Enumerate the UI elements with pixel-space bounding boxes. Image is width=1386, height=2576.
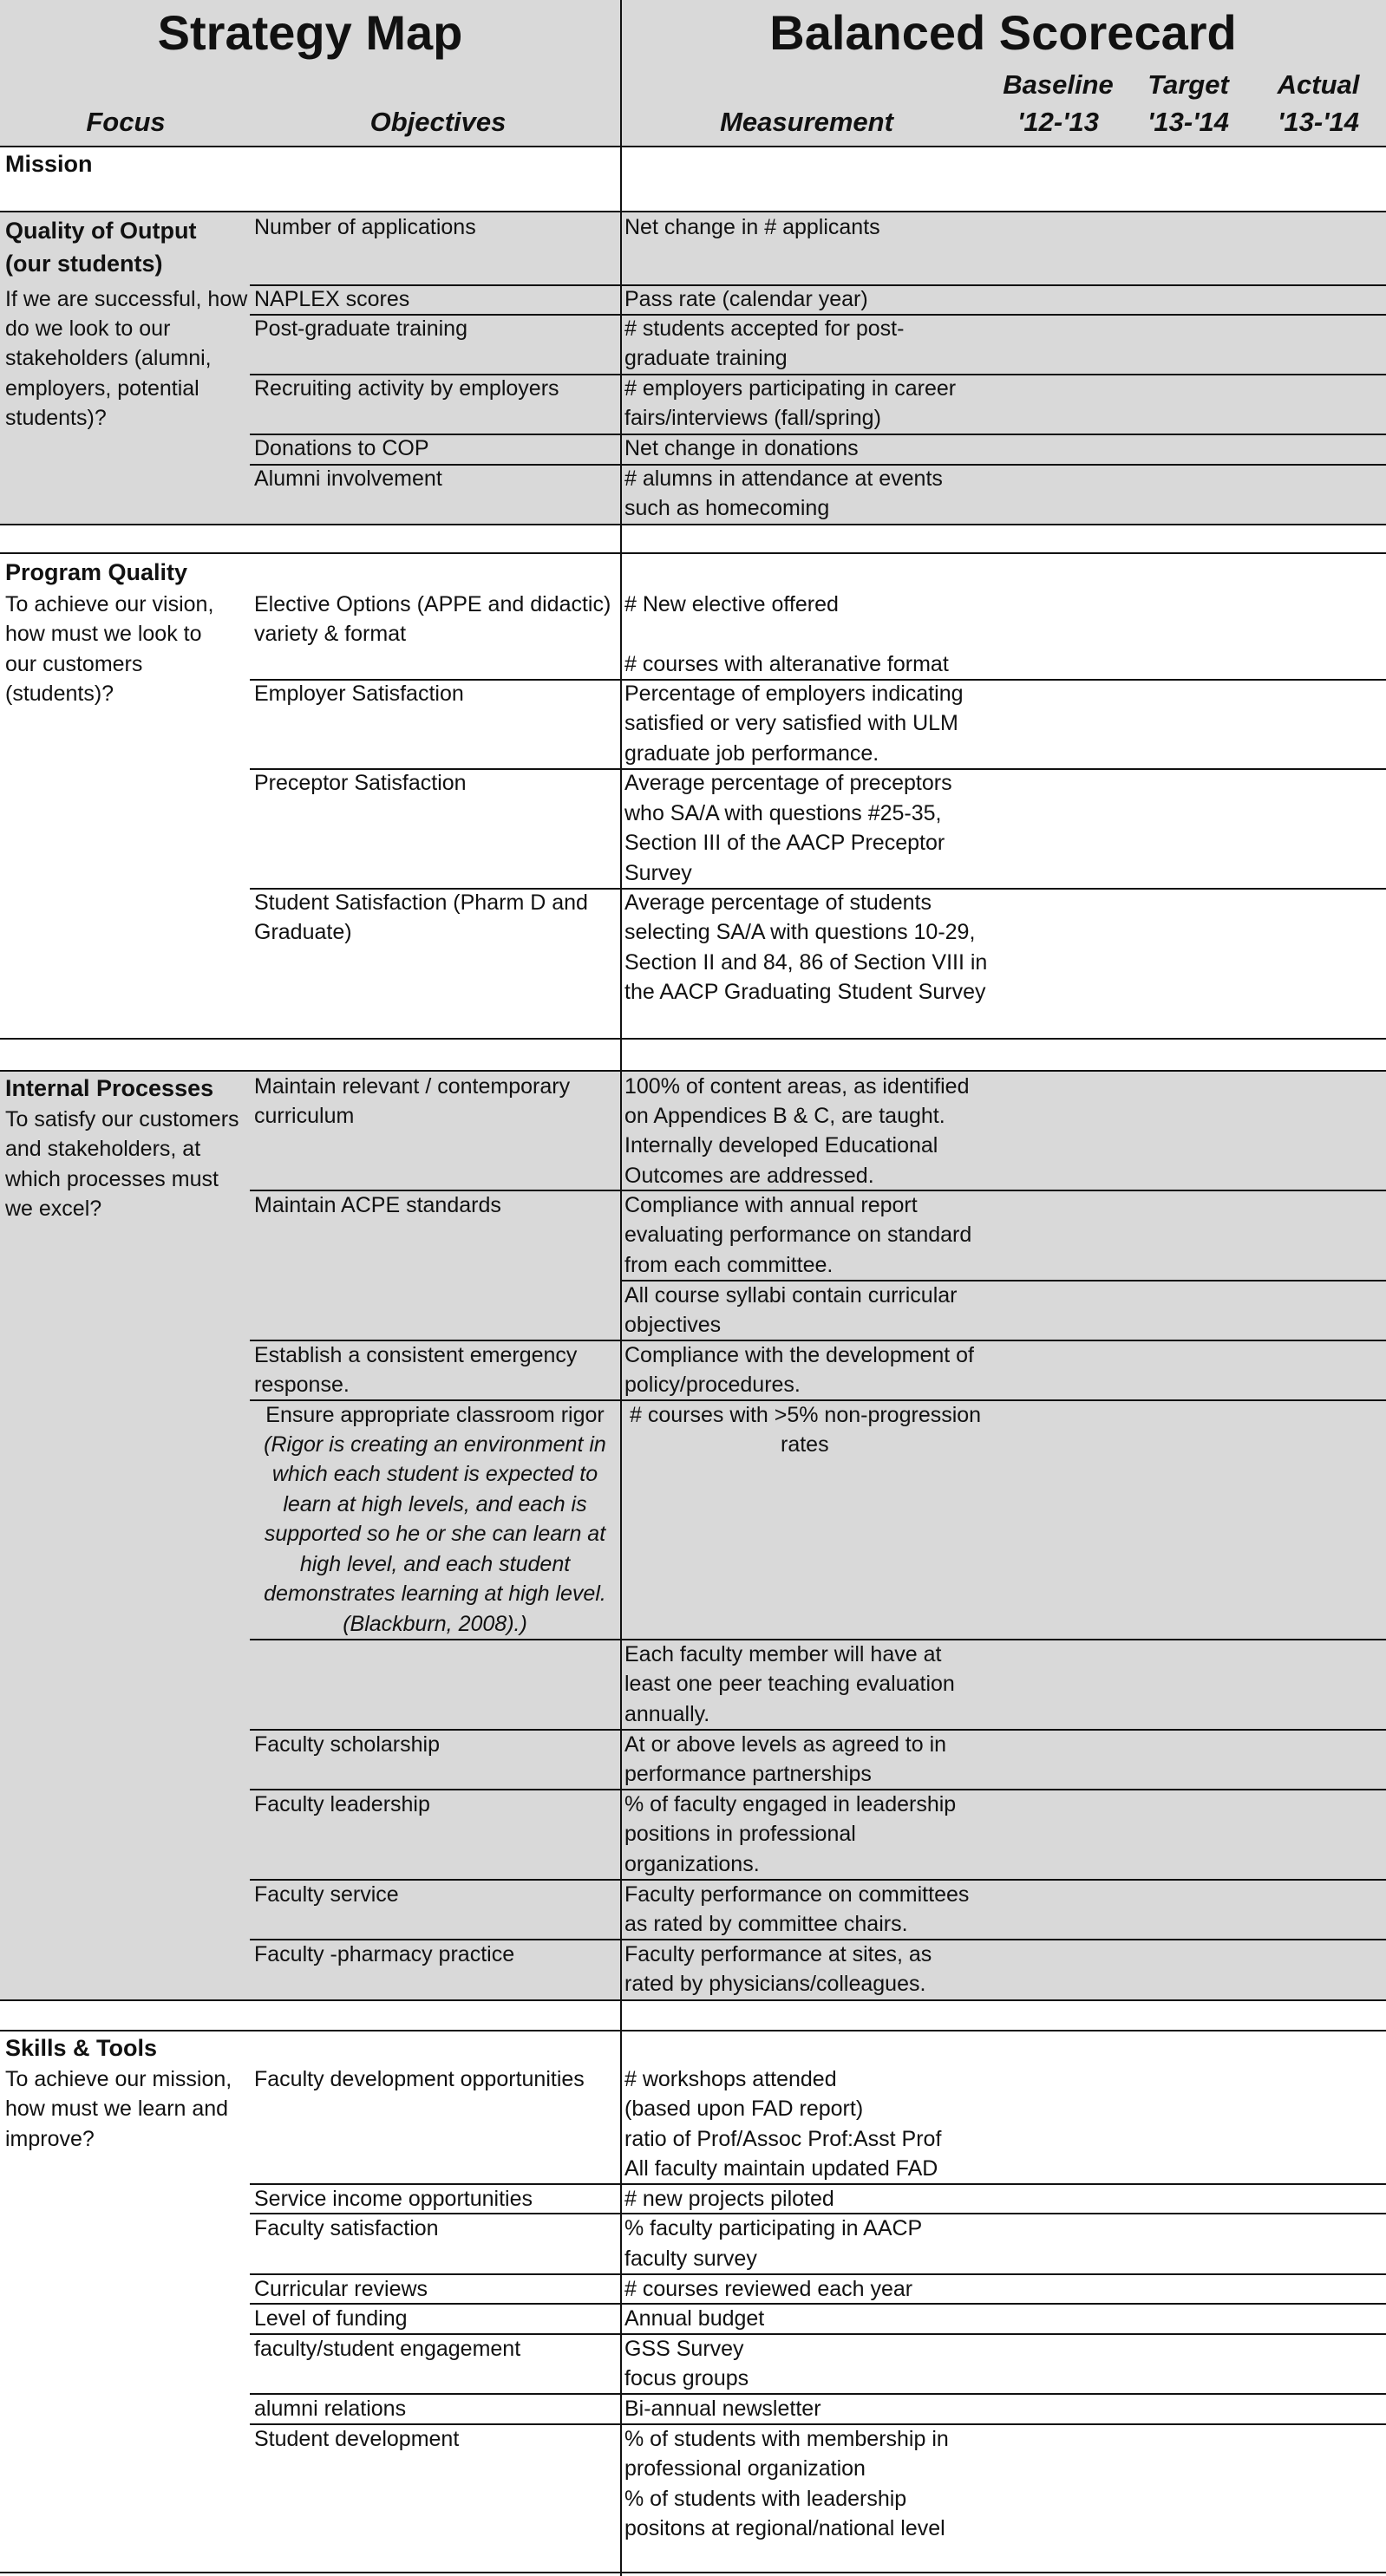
objective-item: Donations to COP <box>254 436 429 460</box>
bottom-border <box>0 2572 1386 2573</box>
measurement-line: Average percentage of students <box>624 890 932 915</box>
focus-header: Focus <box>86 107 166 137</box>
objective-item: Faculty leadership <box>254 1792 430 1816</box>
program-bottom-border <box>0 1038 1386 1040</box>
quality-desc: stakeholders (alumni, <box>5 346 212 370</box>
header-border <box>0 146 1386 147</box>
quality-desc: do we look to our <box>5 316 171 341</box>
measurement-line: evaluating performance on standard <box>624 1223 972 1247</box>
objective-item: Curricular reviews <box>254 2277 428 2301</box>
measurement-line: on Appendices B & C, are taught. <box>624 1104 945 1128</box>
measurement-line: % of students with membership in <box>624 2427 949 2451</box>
measurement-line: selecting SA/A with questions 10-29, <box>624 920 976 944</box>
objective-item: Faculty satisfaction <box>254 2216 439 2240</box>
measurement-line: Percentage of employers indicating <box>624 681 964 706</box>
rigor-note-line: (Rigor is creating an environment in <box>264 1432 606 1457</box>
quality-subtitle: (our students) <box>5 251 163 277</box>
program-desc: how must we look to <box>5 622 202 646</box>
measurement-line: Section III of the AACP Preceptor <box>624 831 945 855</box>
objective-item: Alumni involvement <box>254 466 442 491</box>
measurement-line: # courses reviewed each year <box>624 2277 913 2301</box>
measurement-line: Faculty performance at sites, as <box>624 1942 932 1966</box>
objective-item: Ensure appropriate classroom rigor <box>265 1403 605 1427</box>
measurement-line: least one peer teaching evaluation <box>624 1672 955 1696</box>
measurement-line: graduate job performance. <box>624 741 879 766</box>
baseline-year: '12-'13 <box>1017 107 1100 137</box>
program-desc: To achieve our vision, <box>5 592 214 616</box>
measurement-line: Net change in # applicants <box>624 215 880 239</box>
measurement-line: # students accepted for post- <box>624 316 905 341</box>
measurement-line: # employers participating in career <box>624 376 957 401</box>
measurement-header: Measurement <box>720 107 893 137</box>
measurement-line: satisfied or very satisfied with ULM <box>624 711 958 735</box>
objective-item: alumni relations <box>254 2397 407 2421</box>
objective-item: Maintain ACPE standards <box>254 1193 501 1217</box>
measurement-line: % of faculty engaged in leadership <box>624 1792 957 1816</box>
measurement-line: All course syllabi contain curricular <box>624 1283 958 1308</box>
measurement-line: annually. <box>624 1702 710 1726</box>
internal-bottom-border <box>0 1999 1386 2001</box>
measurement-line: Compliance with annual report <box>624 1193 918 1217</box>
objective-item: Number of applications <box>254 215 476 239</box>
measurement-line: Average percentage of preceptors <box>624 771 952 795</box>
measurement-line: fairs/interviews (fall/spring) <box>624 406 881 430</box>
program-top-border <box>0 552 1386 554</box>
baseline-header: Baseline <box>1003 69 1114 100</box>
quality-desc: If we are successful, how <box>5 287 248 311</box>
internal-desc: and stakeholders, at <box>5 1137 201 1161</box>
objective-item: Service income opportunities <box>254 2187 533 2211</box>
program-desc: (students)? <box>5 681 114 706</box>
measurement-line: GSS Survey <box>624 2337 744 2361</box>
rigor-note-line: high level, and each student <box>299 1552 571 1576</box>
measurement-line: % of students with leadership <box>624 2487 907 2511</box>
measurement-line: # workshops attended <box>624 2067 837 2091</box>
actual-year: '13-'14 <box>1277 107 1360 137</box>
measurement-line: Bi-annual newsletter <box>624 2397 821 2421</box>
program-quality-title: Program Quality <box>5 559 188 585</box>
measurement-line: Outcomes are addressed. <box>624 1164 874 1188</box>
measurement-line: Section II and 84, 86 of Section VIII in <box>624 950 988 975</box>
measurement-line: organizations. <box>624 1852 760 1876</box>
objective-item: Level of funding <box>254 2306 408 2331</box>
measurement-line: such as homecoming <box>624 496 830 520</box>
column-divider <box>620 0 622 2576</box>
objective-item: NAPLEX scores <box>254 287 410 311</box>
skills-tools-title: Skills & Tools <box>5 2035 158 2061</box>
measurement-line: Annual budget <box>624 2306 765 2331</box>
objective-item: Maintain relevant / contemporary <box>254 1074 571 1099</box>
rigor-note-line: learn at high levels, and each is <box>283 1492 587 1516</box>
measurement-line: the AACP Graduating Student Survey <box>624 980 986 1004</box>
objective-item: Graduate) <box>254 920 352 944</box>
skills-desc: improve? <box>5 2127 95 2151</box>
balanced-scorecard-title: Balanced Scorecard <box>769 5 1237 60</box>
rigor-note-line: supported so he or she can learn at <box>264 1522 606 1546</box>
objective-item: Student Satisfaction (Pharm D and <box>254 890 588 915</box>
objective-item: Faculty service <box>254 1882 399 1907</box>
measurement-line: positions in professional <box>624 1822 856 1846</box>
skills-top-border <box>0 2030 1386 2031</box>
objective-item: faculty/student engagement <box>254 2337 521 2361</box>
measurement-line: ratio of Prof/Assoc Prof:Asst Prof <box>624 2127 942 2151</box>
measurement-line: policy/procedures. <box>624 1373 801 1397</box>
quality-desc: employers, potential <box>5 376 199 401</box>
measurement-line: graduate training <box>624 346 788 370</box>
measurement-line: positons at regional/national level <box>624 2516 945 2540</box>
measurement-line: At or above levels as agreed to in <box>624 1732 947 1757</box>
objective-item: Faculty scholarship <box>254 1732 440 1757</box>
measurement-line: (based upon FAD report) <box>624 2097 864 2121</box>
objective-item: Student development <box>254 2427 460 2451</box>
objective-item: Faculty -pharmacy practice <box>254 1942 515 1966</box>
quality-border <box>0 524 1386 525</box>
skills-desc: how must we learn and <box>5 2097 229 2121</box>
actual-header: Actual <box>1277 69 1360 100</box>
objective-item: Employer Satisfaction <box>254 681 464 706</box>
rigor-note-line: demonstrates learning at high level. <box>264 1581 606 1606</box>
program-desc: our customers <box>5 652 143 676</box>
measurement-line: focus groups <box>624 2366 749 2390</box>
measurement-line: All faculty maintain updated FAD <box>624 2156 938 2181</box>
mission-label: Mission <box>5 151 93 177</box>
target-header: Target <box>1147 69 1229 100</box>
quality-title: Quality of Output <box>5 218 197 244</box>
measurement-line: # alumns in attendance at events <box>624 466 943 491</box>
measurement-line: # courses with alteranative format <box>624 652 949 676</box>
measurement-line: from each committee. <box>624 1253 834 1277</box>
measurement-line: Net change in donations <box>624 436 859 460</box>
measurement-line: rated by physicians/colleagues. <box>624 1972 926 1996</box>
objective-item: response. <box>254 1373 350 1397</box>
measurement-line: % faculty participating in AACP <box>624 2216 923 2240</box>
measurement-line: Faculty performance on committees <box>624 1882 970 1907</box>
objective-item: Post-graduate training <box>254 316 467 341</box>
internal-processes-title: Internal Processes <box>5 1075 214 1101</box>
objective-item: Establish a consistent emergency <box>254 1343 578 1367</box>
target-year: '13-'14 <box>1147 107 1230 137</box>
measurement-line: Pass rate (calendar year) <box>624 287 868 311</box>
objective-item: Recruiting activity by employers <box>254 376 559 401</box>
measurement-line: professional organization <box>624 2456 866 2481</box>
measurement-line: performance partnerships <box>624 1762 872 1786</box>
objective-item: Elective Options (APPE and didactic) <box>254 592 611 616</box>
measurement-line: Compliance with the development of <box>624 1343 975 1367</box>
measurement-line: who SA/A with questions #25-35, <box>624 801 942 825</box>
measurement-line: rates <box>781 1432 829 1457</box>
objectives-header: Objectives <box>369 107 507 137</box>
measurement-line: Internally developed Educational <box>624 1133 938 1158</box>
measurement-line: # New elective offered <box>624 592 839 616</box>
internal-desc: we excel? <box>5 1197 102 1221</box>
measurement-line: # new projects piloted <box>624 2187 834 2211</box>
rigor-note-line: which each student is expected to <box>271 1462 598 1486</box>
objective-item: variety & format <box>254 622 407 646</box>
objective-item: Preceptor Satisfaction <box>254 771 467 795</box>
strategy-map-title: Strategy Map <box>157 5 463 60</box>
measurement-line: as rated by committee chairs. <box>624 1912 908 1936</box>
measurement-line: 100% of content areas, as identified <box>624 1074 970 1099</box>
rigor-note-line: (Blackburn, 2008).) <box>343 1612 527 1636</box>
skills-desc: To achieve our mission, <box>5 2067 232 2091</box>
objective-item: curriculum <box>254 1104 355 1128</box>
measurement-line: objectives <box>624 1313 722 1337</box>
measurement-line: Survey <box>624 861 692 885</box>
internal-desc: which processes must <box>5 1167 219 1191</box>
measurement-line: Each faculty member will have at <box>624 1642 942 1666</box>
internal-desc: To satisfy our customers <box>5 1107 239 1131</box>
objective-item: Faculty development opportunities <box>254 2067 585 2091</box>
measurement-line: faculty survey <box>624 2247 757 2271</box>
quality-desc: students)? <box>5 406 107 430</box>
measurement-line: # courses with >5% non-progression <box>630 1403 982 1427</box>
